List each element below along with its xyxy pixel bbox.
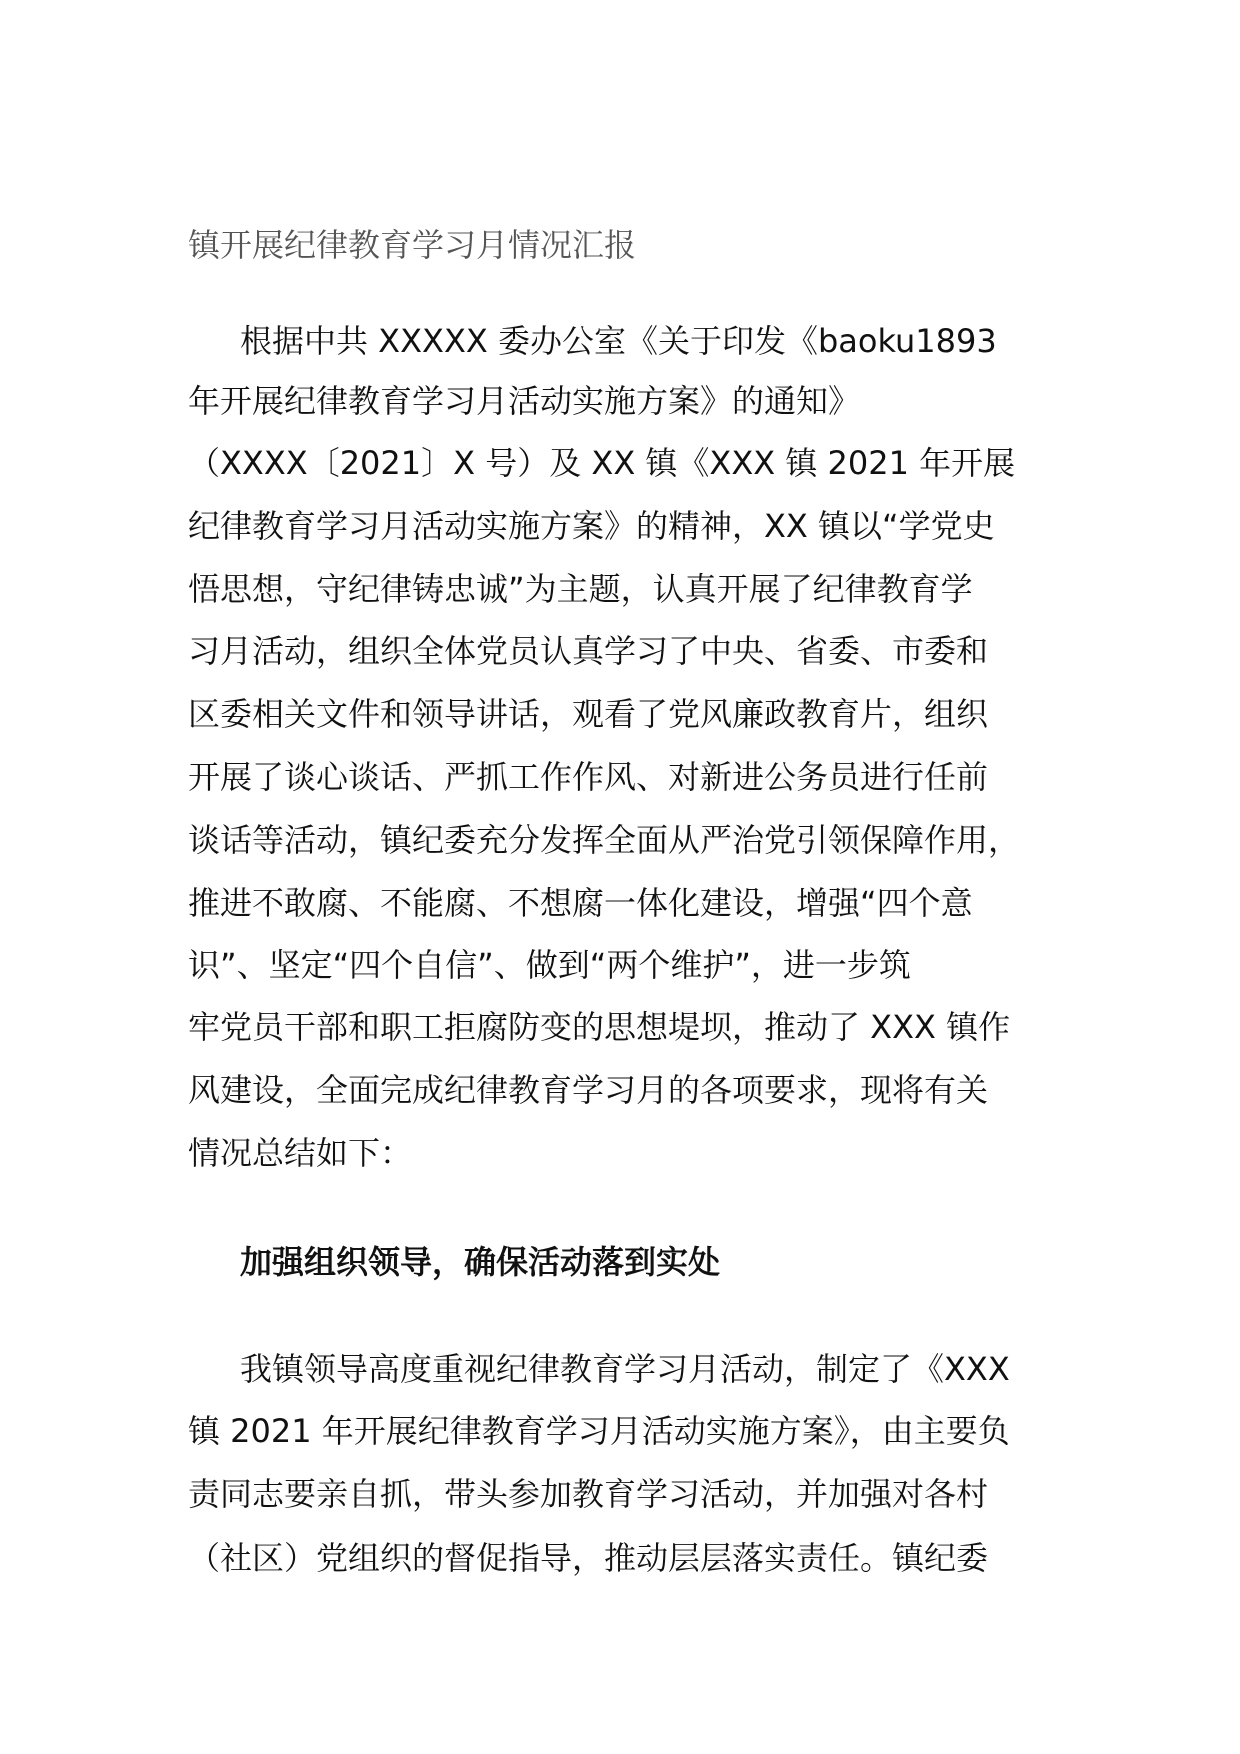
paragraph-2-line: 镇 2021 年开展纪律教育学习月活动实施方案》，由主要负: [188, 1412, 1010, 1450]
paragraph-1-line: 牢党员干部和职工拒腐防变的思想堤坝，推动了 XXX 镇作: [188, 1008, 1011, 1046]
paragraph-1-line: 谈话等活动，镇纪委充分发挥全面从严治党引领保障作用，: [188, 821, 1021, 859]
paragraph-2-line: 我镇领导高度重视纪律教育学习月活动，制定了《XXX: [240, 1350, 1010, 1388]
paragraph-1-line: 风建设，全面完成纪律教育学习月的各项要求，现将有关: [188, 1071, 989, 1109]
paragraph-1-line: 习月活动，组织全体党员认真学习了中央、省委、市委和: [188, 632, 989, 670]
paragraph-1-line: 根据中共 XXXXX 委办公室《关于印发《baoku1893: [240, 322, 997, 360]
paragraph-1-line: 识”、坚定“四个自信”、做到“两个维护”，进一步筑: [188, 946, 911, 984]
paragraph-1-line: （XXXX〔2021〕X 号）及 XX 镇《XXX 镇 2021 年开展: [188, 444, 1016, 482]
paragraph-1-line: 纪律教育学习月活动实施方案》的精神，XX 镇以“学党史: [188, 507, 995, 545]
paragraph-1-line: 区委相关文件和领导讲话，观看了党风廉政教育片，组织: [188, 695, 989, 733]
paragraph-1-line: 年开展纪律教育学习月活动实施方案》的通知》: [188, 382, 861, 420]
paragraph-1-line: 悟思想，守纪律铸忠诚”为主题，认真开展了纪律教育学: [188, 570, 973, 608]
paragraph-2-line: 责同志要亲自抓，带头参加教育学习活动，并加强对各村: [188, 1475, 989, 1513]
paragraph-1-line: 情况总结如下：: [188, 1134, 413, 1172]
section-heading: 加强组织领导，确保活动落到实处: [240, 1243, 721, 1281]
paragraph-1-line: 开展了谈心谈话、严抓工作作风、对新进公务员进行任前: [188, 758, 989, 796]
paragraph-1-line: 推进不敢腐、不能腐、不想腐一体化建设，增强“四个意: [188, 884, 973, 922]
document-title: 镇开展纪律教育学习月情况汇报: [188, 226, 637, 264]
paragraph-2-line: （社区）党组织的督促指导，推动层层落实责任。镇纪委: [188, 1539, 989, 1577]
